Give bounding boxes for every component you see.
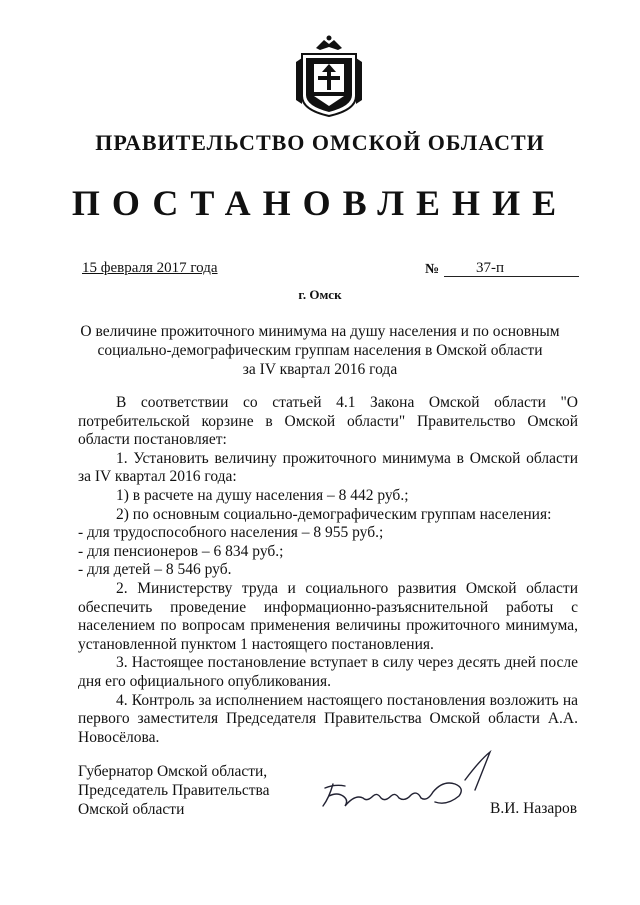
number-underline xyxy=(444,276,579,277)
item-1-1: 1) в расчете на душу населения – 8 442 руб.; xyxy=(116,486,409,504)
signer-line: Омской области xyxy=(78,801,185,818)
item-2: 2. Министерству труда и социального развития Омской области обеспечить проведение информационно-разъяснительной работы с населением по вопросам применения величины прожиточного минимума, установленной пунктом 1 настоящего постановления. xyxy=(78,579,578,653)
item-1-2: 2) по основным социально-демографическим группам населения: xyxy=(116,505,552,523)
signer-line: Губернатор Омской области, xyxy=(78,763,268,780)
document-title xyxy=(70,322,570,379)
document-date: 15 февраля 2017 года xyxy=(82,260,218,276)
item-3: 3. Настоящее постановление вступает в силу через десять дней после дня его официального опубликования. xyxy=(78,654,578,690)
city: г. Омск xyxy=(298,287,342,302)
title-line: О величине прожиточного минимума на душу населения и по основным xyxy=(80,323,560,340)
document-number: 37-п xyxy=(476,260,505,276)
document-type: ПОСТАНОВЛЕНИЕ xyxy=(71,183,569,223)
title-line: за IV квартал 2016 года xyxy=(242,361,398,378)
number-label: № xyxy=(425,262,440,277)
item-4: 4. Контроль за исполнением настоящего постановления возложить на первого заместителя Председателя Правительства Омской области А.А. Новосёлова. xyxy=(78,691,578,746)
title-line: социально-демографическим группам населения в Омской области xyxy=(97,342,543,359)
item-1-2-b: - для пенсионеров – 6 834 руб.; xyxy=(78,542,284,560)
signer-line: Председатель Правительства xyxy=(78,782,270,799)
signer-title xyxy=(78,762,308,819)
document-body xyxy=(78,394,578,747)
handwritten-signature xyxy=(315,740,500,820)
organization-name: ПРАВИТЕЛЬСТВО ОМСКОЙ ОБЛАСТИ xyxy=(95,130,545,155)
item-1-2-c: - для детей – 8 546 руб. xyxy=(78,561,232,579)
item-1-2-a: - для трудоспособного населения – 8 955 руб.; xyxy=(78,524,384,542)
signer-name: В.И. Назаров xyxy=(490,800,578,817)
item-1: 1. Установить величину прожиточного минимума в Омской области за IV квартал 2016 года: xyxy=(78,449,578,486)
coat-of-arms-emblem xyxy=(294,34,364,118)
preamble-paragraph: В соответствии со статьей 4.1 Закона Омской области "О потребительской корзине в Омской области" Правительство Омской области постановляет: xyxy=(78,394,578,449)
